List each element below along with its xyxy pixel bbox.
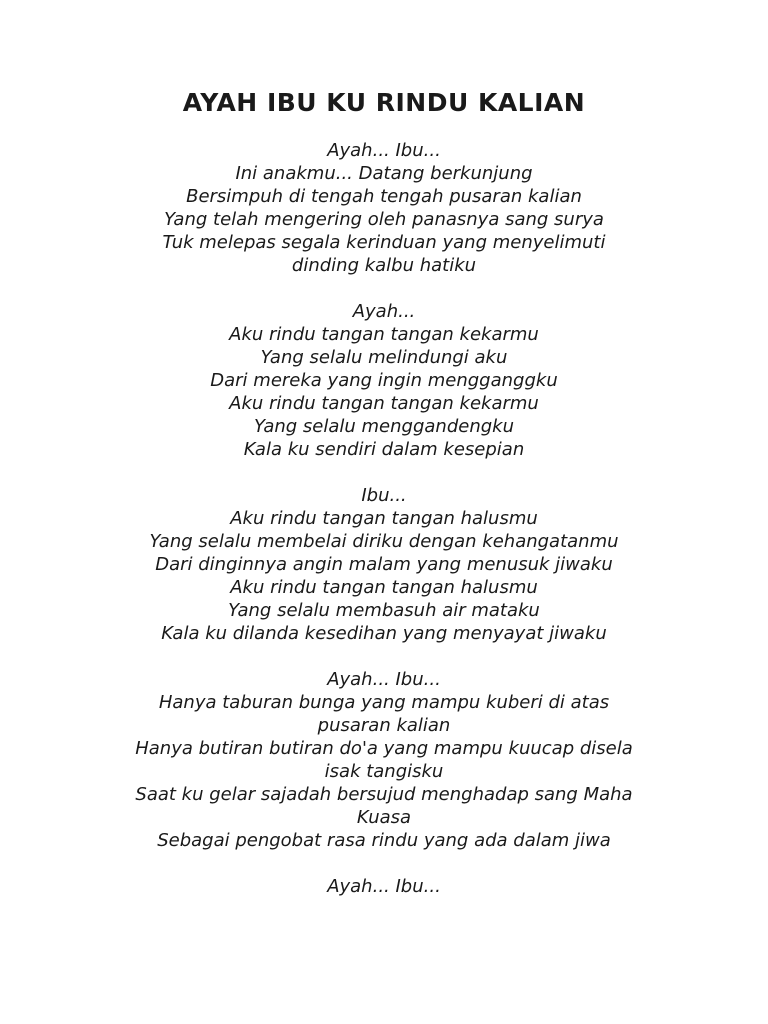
poem-line: Sebagai pengobat rasa rindu yang ada dalam jiwa	[157, 830, 611, 851]
poem-line: Dari dinginnya angin malam yang menusuk jiwaku	[155, 554, 613, 575]
poem-line: Kuasa	[356, 807, 412, 828]
poem-line: dinding kalbu hatiku	[291, 255, 477, 276]
poem-line: Hanya taburan bunga yang mampu kuberi di atas	[158, 692, 610, 713]
poem-body	[0, 139, 768, 921]
poem-line: Aku rindu tangan tangan kekarmu	[229, 324, 539, 345]
poem-line: Ini anakmu... Datang berkunjung	[235, 163, 533, 184]
poem-line: isak tangisku	[324, 761, 444, 782]
poem-line: Yang telah mengering oleh panasnya sang surya	[164, 209, 604, 230]
poem-line: Bersimpuh di tengah tengah pusaran kalian	[186, 186, 582, 207]
stanza-4	[0, 668, 768, 852]
poem-line: Yang selalu membelai diriku dengan kehangatanmu	[149, 531, 619, 552]
poem-line: Yang selalu menggandengku	[253, 416, 514, 437]
poem-line: Ayah... Ibu...	[327, 140, 441, 161]
poem-title: AYAH IBU KU RINDU KALIAN	[182, 88, 586, 117]
stanza-1	[0, 139, 768, 277]
poem-line: Hanya butiran butiran do'a yang mampu kuucap disela	[135, 738, 633, 759]
poem-line: Saat ku gelar sajadah bersujud menghadap sang Maha	[135, 784, 633, 805]
stanza-2	[0, 300, 768, 461]
poem-line: pusaran kalian	[317, 715, 451, 736]
poem-line: Aku rindu tangan tangan halusmu	[230, 508, 538, 529]
poem-line: Tuk melepas segala kerinduan yang menyelimuti	[162, 232, 606, 253]
poem-line: Dari mereka yang ingin mengganggku	[210, 370, 558, 391]
poem-line: Ayah... Ibu...	[327, 669, 441, 690]
poem-line: Ibu...	[361, 485, 407, 506]
poem-line: Yang selalu melindungi aku	[260, 347, 508, 368]
stanza-5	[0, 875, 768, 898]
stanza-3	[0, 484, 768, 645]
poem-line: Yang selalu membasuh air mataku	[228, 600, 540, 621]
poem-line: Ayah...	[352, 301, 416, 322]
poem-line: Kala ku dilanda kesedihan yang menyayat jiwaku	[161, 623, 607, 644]
poem-line: Kala ku sendiri dalam kesepian	[243, 439, 525, 460]
poem-line: Aku rindu tangan tangan halusmu	[230, 577, 538, 598]
poem-line: Aku rindu tangan tangan kekarmu	[229, 393, 539, 414]
poem-line: Ayah... Ibu...	[327, 876, 441, 897]
